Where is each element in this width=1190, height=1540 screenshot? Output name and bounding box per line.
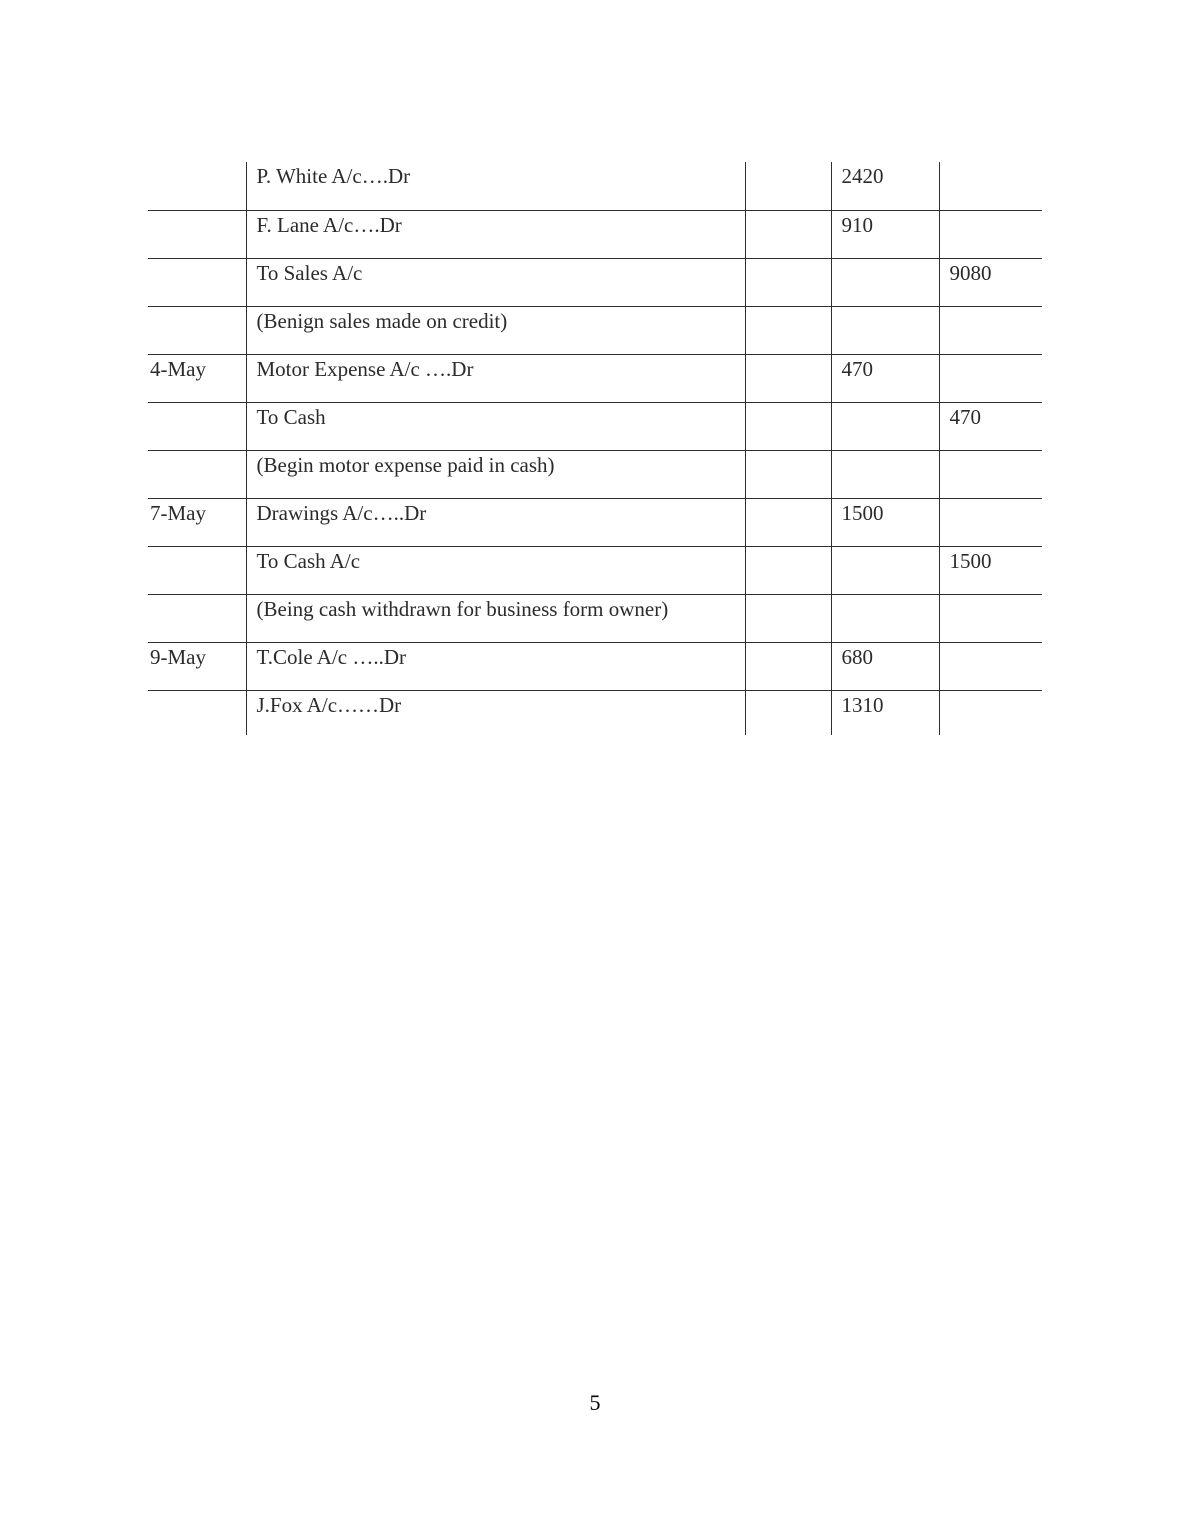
debit-amount-cell: 470 (831, 354, 939, 402)
date-cell (148, 162, 246, 210)
debit-amount-cell (831, 402, 939, 450)
date-cell: 7-May (148, 498, 246, 546)
credit-amount-cell (939, 162, 1042, 210)
debit-amount-cell: 1500 (831, 498, 939, 546)
credit-amount-cell (939, 450, 1042, 498)
particulars-cell: (Being cash withdrawn for business form owner) (246, 594, 745, 642)
date-cell (148, 402, 246, 450)
debit-amount-cell: 910 (831, 210, 939, 258)
credit-amount-cell (939, 642, 1042, 690)
table-row (148, 594, 1042, 642)
credit-amount-cell (939, 306, 1042, 354)
particulars-cell: To Sales A/c (246, 258, 745, 306)
table-row (148, 498, 1042, 546)
table-row (148, 450, 1042, 498)
ledger-folio-cell (745, 306, 831, 354)
table-row (148, 354, 1042, 402)
particulars-cell: P. White A/c….Dr (246, 162, 745, 210)
ledger-folio-cell (745, 162, 831, 210)
ledger-folio-cell (745, 450, 831, 498)
particulars-cell: (Benign sales made on credit) (246, 306, 745, 354)
debit-amount-cell (831, 306, 939, 354)
ledger-folio-cell (745, 546, 831, 594)
date-cell (148, 594, 246, 642)
date-cell (148, 258, 246, 306)
credit-amount-cell (939, 498, 1042, 546)
credit-amount-cell (939, 594, 1042, 642)
journal-entries-table (148, 162, 1042, 735)
table-row (148, 258, 1042, 306)
table-row (148, 162, 1042, 210)
credit-amount-cell (939, 354, 1042, 402)
table-row (148, 306, 1042, 354)
ledger-folio-cell (745, 354, 831, 402)
ledger-folio-cell (745, 210, 831, 258)
ledger-folio-cell (745, 690, 831, 735)
particulars-cell: Drawings A/c…..Dr (246, 498, 745, 546)
ledger-folio-cell (745, 258, 831, 306)
particulars-cell: (Begin motor expense paid in cash) (246, 450, 745, 498)
credit-amount-cell (939, 690, 1042, 735)
debit-amount-cell (831, 594, 939, 642)
debit-amount-cell (831, 258, 939, 306)
page-number: 5 (589, 1390, 601, 1415)
table-row (148, 402, 1042, 450)
table-row (148, 642, 1042, 690)
credit-amount-cell: 9080 (939, 258, 1042, 306)
ledger-folio-cell (745, 594, 831, 642)
date-cell (148, 306, 246, 354)
credit-amount-cell: 470 (939, 402, 1042, 450)
date-cell: 4-May (148, 354, 246, 402)
particulars-cell: F. Lane A/c….Dr (246, 210, 745, 258)
date-cell (148, 690, 246, 735)
debit-amount-cell: 680 (831, 642, 939, 690)
ledger-folio-cell (745, 642, 831, 690)
credit-amount-cell: 1500 (939, 546, 1042, 594)
date-cell: 9-May (148, 642, 246, 690)
particulars-cell: J.Fox A/c……Dr (246, 690, 745, 735)
ledger-folio-cell (745, 498, 831, 546)
credit-amount-cell (939, 210, 1042, 258)
table-row (148, 690, 1042, 735)
particulars-cell: To Cash (246, 402, 745, 450)
ledger-folio-cell (745, 402, 831, 450)
date-cell (148, 546, 246, 594)
debit-amount-cell: 2420 (831, 162, 939, 210)
debit-amount-cell: 1310 (831, 690, 939, 735)
particulars-cell: To Cash A/c (246, 546, 745, 594)
debit-amount-cell (831, 450, 939, 498)
debit-amount-cell (831, 546, 939, 594)
table-row (148, 210, 1042, 258)
particulars-cell: Motor Expense A/c ….Dr (246, 354, 745, 402)
particulars-cell: T.Cole A/c …..Dr (246, 642, 745, 690)
date-cell (148, 450, 246, 498)
date-cell (148, 210, 246, 258)
table-row (148, 546, 1042, 594)
